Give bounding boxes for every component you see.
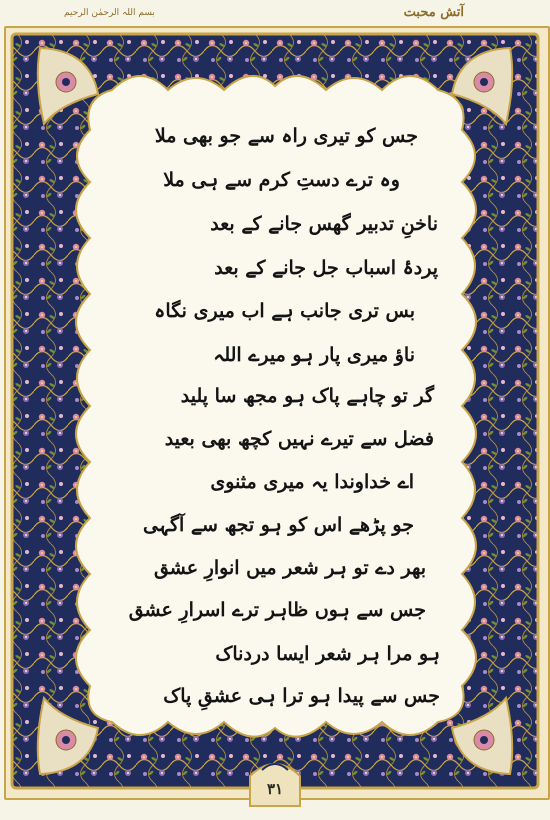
header-right-label: آتش محبت	[403, 5, 464, 20]
poem-line-3: ناخنِ تدبیر گھس جانے کے بعد	[210, 213, 438, 235]
poem-line-14: جس سے پیدا ہو ترا ہی عشقِ پاک	[163, 685, 440, 707]
poem-line-2: وہ ترے دستِ کرم سے ہی ملا	[163, 169, 400, 191]
poem-line-1: جس کو تیری راہ سے جو بھی ملا	[154, 125, 418, 147]
poem-line-5: بس تری جانب ہے اب میری نگاہ	[154, 300, 415, 322]
poem-line-6: ناؤ میری پار ہو میرے اللہ	[213, 344, 415, 366]
poem-line-12: جس سے ہوں ظاہر ترے اسرارِ عشق	[128, 599, 426, 621]
poem-line-8: فضل سے تیرے نہیں کچھ بھی بعید	[164, 428, 434, 450]
page-number: ۳۱	[266, 780, 284, 798]
poem-line-13: ہو مرا ہر شعر ایسا دردناک	[215, 643, 440, 665]
poem-line-11: بھر دے تو ہر شعر میں انوارِ عشق	[153, 557, 426, 579]
poem-line-4: پردۂ اسباب جل جانے کے بعد	[214, 257, 438, 279]
poem-line-10: جو پڑھے اس کو ہو تجھ سے آگہی	[143, 514, 414, 536]
header-left-label: بسم اللہ الرحمٰن الرحیم	[64, 8, 155, 18]
poem-line-7: گر تو چاہے پاک ہو مجھ سا پلید	[180, 385, 434, 407]
poem-line-9: اے خداوندا یہ میری مثنوی	[210, 471, 414, 493]
